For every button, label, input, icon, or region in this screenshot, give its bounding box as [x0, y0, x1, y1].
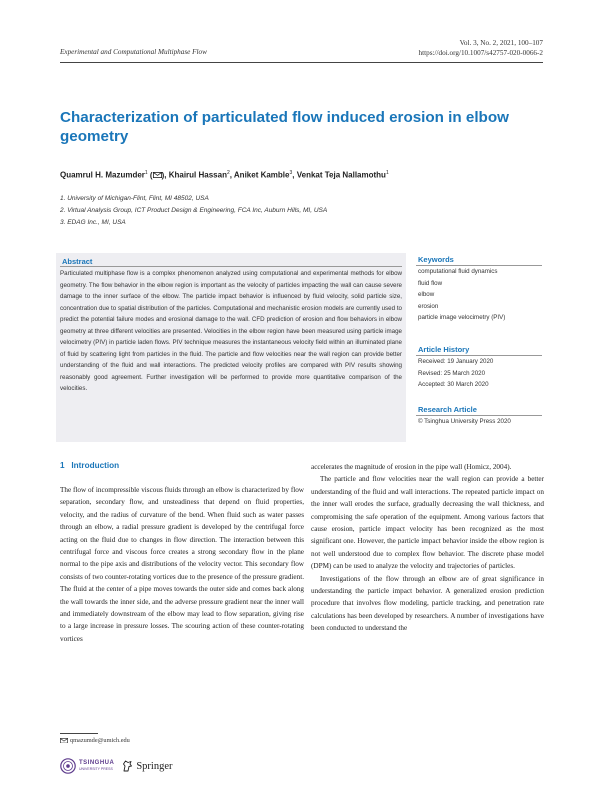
publisher-logos [60, 758, 173, 774]
affiliation: 2. Virtual Analysis Group, ICT Product Design & Engineering, FCA Inc, Auburn Hills, MI, USA [60, 206, 328, 214]
author-affil-sup: 2 [226, 170, 230, 176]
tsinghua-emblem-icon [60, 758, 76, 774]
volume-info: Vol. 3, No. 2, 2021, 100–107 [459, 39, 543, 47]
tsinghua-subname: UNIVERSITY PRESS [79, 767, 113, 771]
keyword-item[interactable]: particle image velocimetry (PIV) [418, 314, 506, 321]
journal-citation [419, 38, 543, 58]
affiliation: 1. University of Michigan-Flint, Flint, MI 48502, USA [60, 195, 209, 202]
author-name[interactable]: Venkat Teja Nallamothu [296, 170, 386, 180]
article-title: Characterization of particulated flow induced erosion in elbow geometry [60, 109, 509, 145]
abstract-text: Particulated multiphase flow is a complex phenomenon analyzed using computational and experimental methods for elbow geometry. The flow behavior in the elbow region is important as the velocity of particles impacting the wall can cause severe damage to the inner surface of the elbow. The particle impact behavior is influenced by fluid velocity, solid particle size, concentration due to spatial distribution of the particles. Computational and mechanistic erosion models are currently used to predict the potential failure modes and erosional damage to the wall. CFD prediction of erosion and flow behaviors in elbow geometry at three different velocities are presented. Velocities in the elbow region have been measured using particle image velocimetry (PIV) in particle laden flows. PIV technique measures the instantaneous velocity field within an illuminated plane of fluid by scattering light from particles in the fluid. The particle and flow velocities near the wall region can provide better understanding of the fluid and wall interactions. The predicted velocity profiles are compared with PIV results showing reasonably good agreement. Further investigation will be performed to provide more quantitative comparison of the velocities. [60, 270, 402, 392]
research-article-heading: Research Article [418, 405, 477, 414]
springer-logo [122, 760, 172, 772]
affiliations [60, 193, 327, 228]
history-item: Accepted: 30 March 2020 [418, 381, 489, 388]
body-paragraph: accelerates the magnitude of erosion in the pipe wall (Homicz, 2004). [311, 463, 512, 471]
abstract-heading: Abstract [62, 257, 93, 266]
body-paragraph: The flow of incompressible viscous fluids through an elbow is characterized by flow separation, secondary flow, and unsteadiness that depend on fluid properties, velocity, and the radius of curvature of the bend. When fluid such as water passes through an elbow, a radial pressure gradient is developed by the centrifugal force acting on the fluid due to changes in flow direction. The interaction between this centrifugal force and viscous force creates a strong secondary flow in the plane normal to the pipe axis and distributions of the velocity vector. This secondary flow consists of two counter-rotating vortices due to the presence of the pressure gradient. The fluid at the center of a pipe moves towards the outer side and comes back along the wall towards the inner side, and the adverse pressure gradient near the inner wall and immediately downstream of the elbow may lead to flow separation, giving rise to a large increase in pressure losses. The scouring action of these counter-rotating vortices [60, 486, 304, 643]
keyword-item[interactable]: computational fluid dynamics [418, 268, 498, 275]
envelope-icon [60, 738, 68, 744]
section-title: Introduction [71, 461, 120, 470]
history-item: Revised: 25 March 2020 [418, 369, 486, 377]
author-affil-sup: 1 [385, 170, 389, 176]
springer-name: Springer [136, 760, 173, 772]
author-list: Quamrul H. Mazumder$^1$ ( ), Khairul Hassan$^2$, Aniket Kamble$^3$, Venkat Teja Nallamothu$^1$ [60, 170, 389, 180]
author-affil-sup: 1 [144, 170, 148, 176]
article-history-list [418, 356, 493, 391]
history-item: Received: 19 January 2020 [418, 358, 494, 365]
header-rule [60, 62, 543, 63]
body-column-right [311, 461, 544, 635]
body-paragraph: Investigations of the flow through an elbow are of great significance in understanding the particle impact behavior. A generalized erosion prediction procedure that involves flow modeling, particle tracking, and penetration rate calculations has been developed by researchers. A number of investigations have been conducted to understand the [311, 574, 544, 633]
keyword-item[interactable]: elbow [418, 291, 435, 298]
email-address[interactable]: qmazumde@umich.edu [70, 737, 130, 744]
section-number: 1 [60, 461, 65, 470]
journal-name: Experimental and Computational Multiphase Flow [60, 48, 207, 56]
copyright-notice: © Tsinghua University Press 2020 [418, 418, 511, 425]
author-name[interactable]: Khairul Hassan [168, 170, 227, 180]
section-heading [60, 461, 119, 470]
keywords-heading: Keywords [418, 255, 454, 264]
tsinghua-logo [60, 758, 114, 774]
springer-horse-icon [122, 760, 133, 772]
author-affil-sup: 3 [289, 170, 293, 176]
affiliation: 3. EDAG Inc., MI, USA [60, 218, 126, 226]
keyword-item[interactable]: erosion [418, 302, 439, 310]
body-column-left [60, 484, 304, 645]
body-paragraph: The particle and flow velocities near the wall region can provide a better understanding of the fluid and wall interactions. The repeated particle impact on the inner wall erodes the surface, gradually decreasing the wall thickness, and compromising the safe operation of the equipment. Among various factors that cause erosion, particle impact velocity has been recognized as the most significant one. However, the particle impact behavior inside the elbow region is not well understood due to complex flow behavior. The discrete phase model (DPM) can be used to analyze the velocity and trajectories of particles. [311, 475, 544, 571]
corresponding-mark: ( ) [149, 170, 165, 180]
author-name[interactable]: Quamrul H. Mazumder [60, 170, 145, 180]
corresponding-email[interactable] [60, 737, 130, 744]
doi-link[interactable]: https://doi.org/10.1007/s42757-020-0066-2 [418, 49, 543, 57]
envelope-icon [153, 172, 162, 178]
tsinghua-name: TSINGHUA [79, 760, 115, 766]
keyword-item[interactable]: fluid flow [418, 279, 443, 287]
abstract-rule [60, 266, 402, 267]
article-history-heading: Article History [418, 345, 470, 354]
keywords-list [418, 266, 505, 324]
footnote-rule [60, 733, 98, 734]
author-name[interactable]: Aniket Kamble [233, 170, 290, 180]
